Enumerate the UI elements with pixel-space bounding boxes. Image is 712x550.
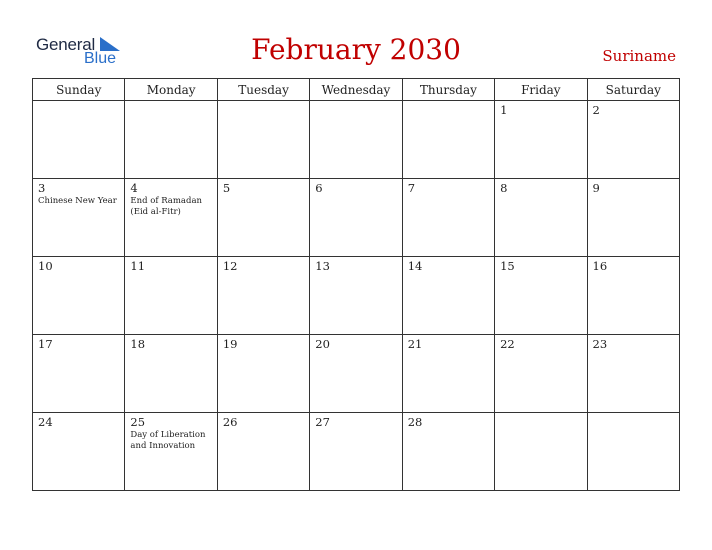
logo-word-general: General bbox=[36, 35, 96, 54]
day-cell bbox=[217, 413, 309, 491]
holiday-label bbox=[588, 415, 679, 416]
holiday-label bbox=[33, 429, 124, 430]
day-cell bbox=[125, 413, 217, 491]
day-cell bbox=[310, 335, 402, 413]
weekday-header-row bbox=[33, 79, 680, 101]
day-cell bbox=[125, 335, 217, 413]
day-cell bbox=[587, 335, 679, 413]
day-number: 5 bbox=[222, 181, 231, 195]
day-number: 24 bbox=[38, 415, 53, 429]
holiday-label: Day of Liberation and Innovation bbox=[130, 430, 206, 451]
holiday-label: Chinese New Year bbox=[38, 196, 117, 206]
day-cell bbox=[495, 179, 587, 257]
day-number: 26 bbox=[222, 415, 238, 429]
day-number: 20 bbox=[315, 337, 330, 351]
holiday-label bbox=[403, 429, 494, 430]
day-cell bbox=[310, 257, 402, 335]
holiday-label bbox=[588, 351, 679, 352]
day-cell bbox=[495, 413, 587, 491]
weekday-header: Wednesday bbox=[310, 79, 402, 101]
holiday-label bbox=[218, 103, 309, 104]
weekday-header: Friday bbox=[495, 79, 587, 101]
day-cell bbox=[402, 335, 494, 413]
day-cell bbox=[217, 179, 309, 257]
day-number: 15 bbox=[500, 259, 515, 273]
holiday-label bbox=[495, 351, 586, 352]
day-cell bbox=[495, 335, 587, 413]
day-number: 2 bbox=[592, 103, 600, 117]
day-cell bbox=[310, 179, 402, 257]
day-number: 14 bbox=[407, 259, 423, 273]
day-cell bbox=[495, 257, 587, 335]
day-number: 16 bbox=[592, 259, 608, 273]
day-cell bbox=[33, 335, 125, 413]
day-cell bbox=[125, 179, 217, 257]
day-number: 7 bbox=[407, 181, 416, 195]
holiday-label bbox=[495, 415, 586, 416]
holiday-label bbox=[588, 195, 679, 196]
day-number: 17 bbox=[38, 337, 53, 351]
holiday-label bbox=[588, 117, 679, 118]
day-cell bbox=[402, 413, 494, 491]
day-cell bbox=[587, 257, 679, 335]
day-cell bbox=[217, 335, 309, 413]
holiday-label bbox=[403, 195, 494, 196]
day-number: 6 bbox=[315, 181, 323, 195]
day-cell bbox=[33, 413, 125, 491]
logo-word-blue: Blue bbox=[84, 50, 117, 67]
holiday-label: End of Ramadan (Eid al-Fitr) bbox=[130, 196, 202, 217]
day-number: 8 bbox=[500, 181, 508, 195]
weekday-header: Saturday bbox=[587, 79, 679, 101]
holiday-label bbox=[403, 103, 494, 104]
day-number: 1 bbox=[500, 103, 508, 117]
holiday-label bbox=[33, 351, 124, 352]
country-label: Suriname bbox=[602, 47, 676, 65]
day-number: 22 bbox=[500, 337, 515, 351]
day-cell bbox=[310, 101, 402, 179]
day-cell bbox=[125, 257, 217, 335]
day-number: 13 bbox=[315, 259, 330, 273]
day-number: 11 bbox=[130, 259, 146, 273]
calendar-title: February 2030 bbox=[251, 33, 461, 66]
weekday-header: Sunday bbox=[33, 79, 125, 101]
holiday-label bbox=[495, 273, 586, 274]
holiday-label bbox=[33, 273, 124, 274]
day-cell bbox=[402, 179, 494, 257]
holiday-label bbox=[125, 273, 216, 274]
holiday-label bbox=[310, 351, 401, 352]
day-cell bbox=[495, 101, 587, 179]
week-row bbox=[33, 101, 680, 179]
holiday-label bbox=[403, 351, 494, 352]
day-number: 23 bbox=[592, 337, 608, 351]
weekday-header: Tuesday bbox=[217, 79, 309, 101]
holiday-label bbox=[403, 273, 494, 274]
holiday-label bbox=[218, 429, 309, 430]
day-cell bbox=[587, 101, 679, 179]
holiday-label bbox=[218, 195, 309, 196]
day-number: 3 bbox=[38, 181, 46, 195]
day-cell bbox=[402, 101, 494, 179]
day-cell bbox=[587, 179, 679, 257]
day-number: 9 bbox=[592, 181, 600, 195]
holiday-label bbox=[495, 117, 586, 118]
day-cell bbox=[217, 257, 309, 335]
holiday-label bbox=[310, 103, 401, 104]
calendar-grid bbox=[32, 78, 680, 491]
day-cell bbox=[125, 101, 217, 179]
holiday-label bbox=[125, 351, 216, 352]
day-cell bbox=[33, 257, 125, 335]
holiday-label bbox=[218, 351, 309, 352]
day-number: 21 bbox=[407, 337, 423, 351]
holiday-label bbox=[218, 273, 309, 274]
holiday-label bbox=[310, 273, 401, 274]
day-cell bbox=[33, 101, 125, 179]
day-cell bbox=[33, 179, 125, 257]
day-number: 12 bbox=[222, 259, 238, 273]
weekday-header: Thursday bbox=[402, 79, 494, 101]
holiday-label bbox=[310, 429, 401, 430]
day-number: 19 bbox=[222, 337, 238, 351]
week-row bbox=[33, 335, 680, 413]
day-number: 18 bbox=[130, 337, 146, 351]
day-number: 10 bbox=[38, 259, 53, 273]
day-number: 28 bbox=[407, 415, 423, 429]
day-cell bbox=[587, 413, 679, 491]
day-number: 25 bbox=[130, 415, 146, 429]
holiday-label bbox=[125, 103, 216, 104]
week-row bbox=[33, 179, 680, 257]
holiday-label bbox=[33, 103, 124, 104]
holiday-label bbox=[310, 195, 401, 196]
week-row bbox=[33, 413, 680, 491]
day-cell bbox=[217, 101, 309, 179]
weekday-header: Monday bbox=[125, 79, 217, 101]
holiday-label bbox=[588, 273, 679, 274]
day-number: 4 bbox=[130, 181, 138, 195]
day-cell bbox=[310, 413, 402, 491]
week-row bbox=[33, 257, 680, 335]
day-number: 27 bbox=[315, 415, 330, 429]
holiday-label bbox=[495, 195, 586, 196]
day-cell bbox=[402, 257, 494, 335]
